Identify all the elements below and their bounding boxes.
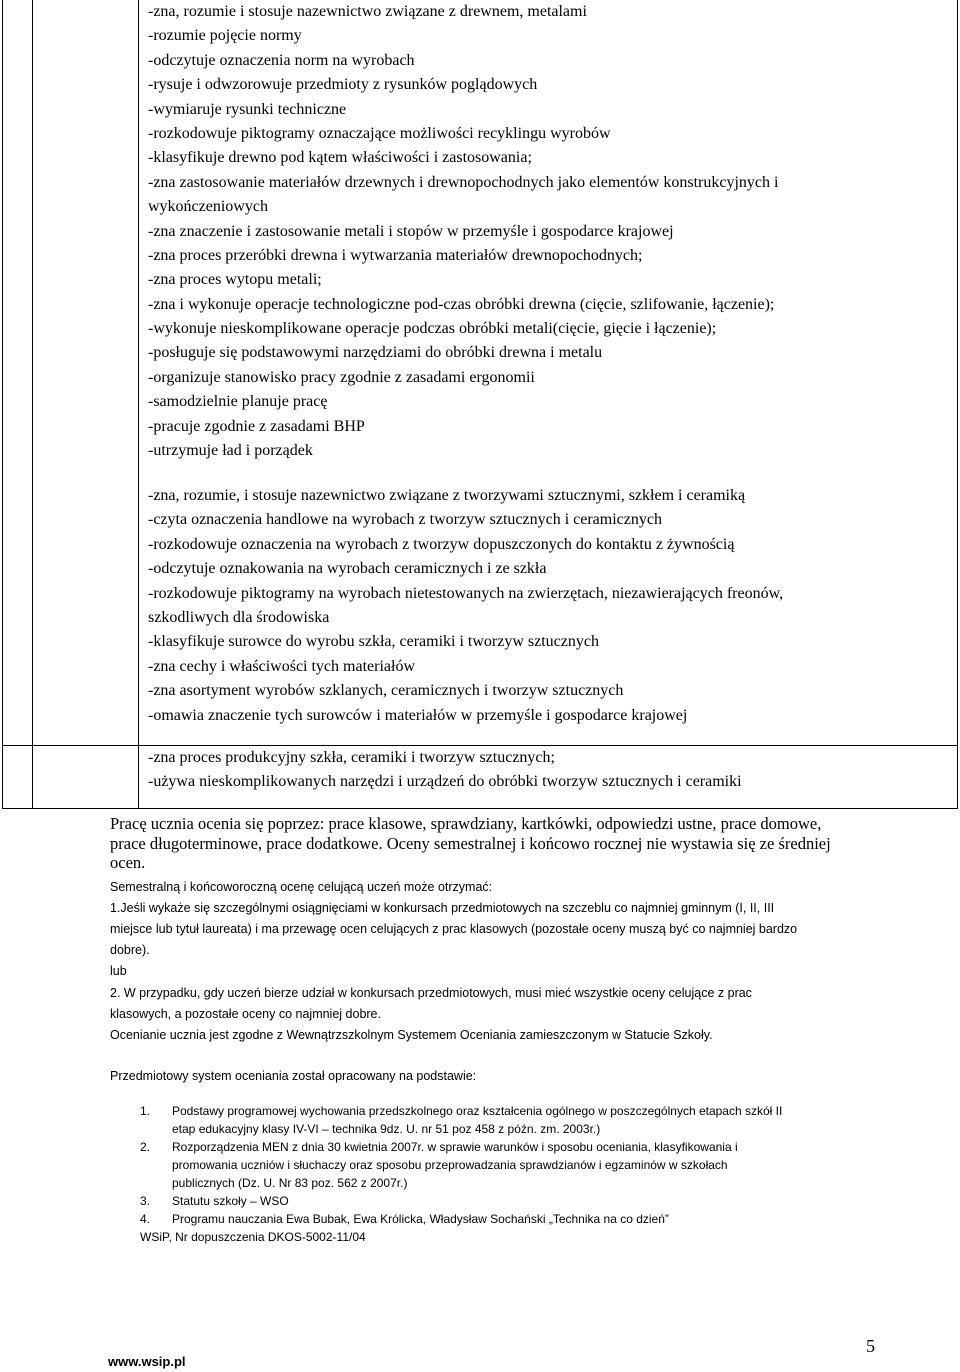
statute-note: Ocenianie ucznia jest zgodne z Wewnątrzszkolnym Systemem Oceniania zamieszczonym w Statucie Szkoły. [110, 1028, 713, 1042]
or-label: lub [110, 964, 127, 978]
table-cell-block1 [148, 0, 778, 463]
list-line: promowania uczniów i słuchaczy oraz sposobu przeprowadzania sprawdzianów i egzaminów w szkołach [172, 1158, 728, 1172]
page-number: 5 [866, 1336, 875, 1356]
list-item: -zna znaczenie i zastosowanie metali i stopów w przemyśle i gospodarce krajowej [148, 222, 674, 240]
condition-1-line-3: dobre). [110, 943, 150, 957]
list-item: -zna asortyment wyrobów szklanych, ceramicznych i tworzyw sztucznych [148, 682, 624, 700]
list-line: publicznych (Dz. U. Nr 83 poz. 562 z 2007r.) [172, 1176, 408, 1190]
list-item: -używa nieskomplikowanych narzędzi i urządzeń do obróbki tworzyw sztucznych i ceramiki [148, 773, 742, 791]
list-item [140, 1192, 782, 1210]
list-item: -zna cechy i właściwości tych materiałów [148, 657, 415, 675]
basis-list [140, 1102, 782, 1228]
list-item: -rozkodowuje oznaczenia na wyrobach z tworzyw dopuszczonych do kontaktu z żywnością [148, 535, 735, 553]
list-item [140, 1138, 782, 1192]
table-left-border [2, 0, 3, 809]
celujaca-intro: Semestralną i końcoworoczną ocenę celującą uczeń może otrzymać: [110, 880, 493, 894]
list-item [140, 1210, 782, 1228]
table-col-divider-1 [32, 0, 33, 809]
list-line: Podstawy programowej wychowania przedszkolnego oraz kształcenia ogólnego w poszczególnych etapach szkół II [172, 1104, 783, 1118]
list-item: -omawia znaczenie tych surowców i materiałów w przemyśle i gospodarce krajowej [148, 706, 688, 724]
list-item: szkodliwych dla środowiska [148, 608, 330, 626]
list-item: -utrzymuje ład i porządek [148, 442, 313, 460]
list-item [140, 1102, 782, 1138]
table-right-border [957, 0, 958, 809]
condition-1-line-1: 1.Jeśli wykaże się szczególnymi osiągnięciami w konkursach przedmiotowych na szczeblu co najmniej gminnym (I, II, III [110, 901, 775, 915]
list-item: -wymiaruje rysunki techniczne [148, 100, 347, 118]
list-item: -czyta oznaczenia handlowe na wyrobach z tworzyw sztucznych i ceramicznych [148, 511, 662, 529]
footer-link[interactable]: www.wsip.pl [108, 1354, 186, 1369]
list-item: -odczytuje oznakowania na wyrobach ceramicznych i ze szkła [148, 560, 547, 578]
list-item: -rozumie pojęcie normy [148, 27, 302, 45]
list-item: -zna proces wytopu metali; [148, 271, 322, 289]
condition-2-line-1: 2. W przypadku, gdy uczeń bierze udział w konkursach przedmiotowych, musi mieć wszystkie oceny celujące z prac [110, 986, 752, 1000]
list-item: -pracuje zgodnie z zasadami BHP [148, 417, 365, 435]
basis-intro: Przedmiotowy system oceniania został opracowany na podstawie: [110, 1069, 477, 1083]
list-item: -odczytuje oznaczenia norm na wyrobach [148, 51, 415, 69]
list-item: -samodzielnie planuje pracę [148, 393, 328, 411]
list-item: -wykonuje nieskomplikowane operacje podczas obróbki metali(cięcie, gięcie i łączenie); [148, 320, 717, 338]
list-number: 1. [140, 1104, 151, 1118]
list-item: -rozkodowuje piktogramy oznaczające możliwości recyklingu wyrobów [148, 124, 611, 142]
basis-trailer: WSiP, Nr dopuszczenia DKOS-5002-11/04 [140, 1230, 366, 1244]
list-item: -klasyfikuje surowce do wyrobu szkła, ceramiki i tworzyw sztucznych [148, 633, 599, 651]
list-item: -organizuje stanowisko pracy zgodnie z zasadami ergonomii [148, 368, 535, 386]
table-cell-block3 [148, 746, 742, 795]
list-line: Programu nauczania Ewa Bubak, Ewa Królicka, Władysław Sochański „Technika na co dzień” [172, 1212, 669, 1226]
list-item: -zna proces przeróbki drewna i wytwarzania materiałów drewnopochodnych; [148, 246, 643, 264]
list-line: Statutu szkoły – WSO [172, 1194, 289, 1208]
list-item: -rozkodowuje piktogramy na wyrobach nietestowanych na zwierzętach, niezawierających freonów, [148, 584, 784, 602]
table-col-divider-2 [138, 0, 139, 809]
list-item: -zna, rozumie i stosuje nazewnictwo związane z drewnem, metalami [148, 3, 587, 20]
list-line: Rozporządzenia MEN z dnia 30 kwietnia 2007r. w sprawie warunków i sposobu oceniania, klasyfikowania i [172, 1140, 738, 1154]
list-item: -zna, rozumie, i stosuje nazewnictwo związane z tworzywami sztucznymi, szkłem i ceramiką [148, 487, 746, 504]
list-number: 2. [140, 1140, 151, 1154]
assessment-paragraph: Pracę ucznia ocenia się poprzez: prace klasowe, sprawdziany, kartkówki, odpowiedzi ustne, prace domowe, prace długoterminowe, prace dodatkowe. Oceny semestralnej i końcowo rocznej nie wystawia się ze średniej ocen. [110, 814, 831, 872]
list-line: etap edukacyjny klasy IV-VI – technika 9dz. U. nr 51 poz 458 z późn. zm. 2003r.) [172, 1122, 601, 1136]
table-cell-block2 [148, 484, 783, 728]
table-bottom-border [2, 808, 958, 809]
list-item: -posługuje się podstawowymi narzędziami do obróbki drewna i metalu [148, 344, 603, 362]
list-item: wykończeniowych [148, 198, 268, 216]
condition-2-line-2: klasowych, a pozostałe oceny co najmniej dobre. [110, 1007, 381, 1021]
list-number: 3. [140, 1194, 151, 1208]
condition-1-line-2: miejsce lub tytuł laureata) i ma przewagę ocen celujących z prac klasowych (pozostałe oceny muszą być co najmniej bardzo [110, 922, 798, 936]
list-item: -zna proces produkcyjny szkła, ceramiki i tworzyw sztucznych; [148, 749, 555, 766]
list-item: -klasyfikuje drewno pod kątem właściwości i zastosowania; [148, 149, 532, 167]
list-item: -zna zastosowanie materiałów drzewnych i drewnopochodnych jako elementów konstrukcyjnych i [148, 173, 779, 191]
list-item: -zna i wykonuje operacje technologiczne pod-czas obróbki drewna (cięcie, szlifowanie, łączenie); [148, 295, 775, 313]
list-number: 4. [140, 1212, 151, 1226]
list-item: -rysuje i odwzorowuje przedmioty z rysunków poglądowych [148, 76, 538, 94]
